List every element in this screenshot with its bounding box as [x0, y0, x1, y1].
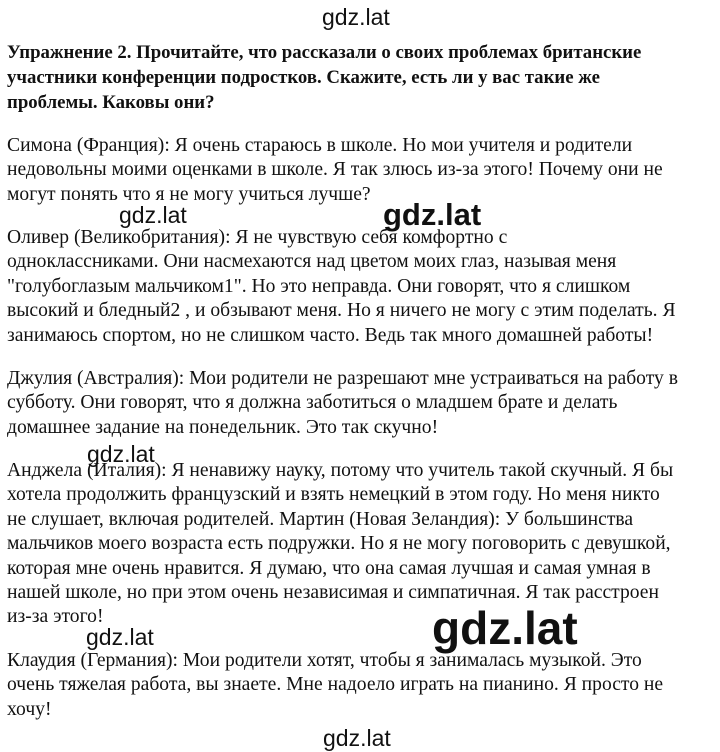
text-line: недовольны моими оценками в школе. Я так злюсь из-за этого! Почему они не — [7, 159, 663, 181]
text-line: Джулия (Австралия): Мои родители не разрешают мне устраиваться на работу в — [7, 368, 678, 389]
text-line: которая мне очень нравится. Я думаю, что она самая лучшая и самая умная в — [7, 557, 651, 579]
text-line: могут понять что я не могу учиться лучше? — [7, 183, 371, 205]
text-line: очень тяжелая работа, вы знаете. Мне надоело играть на пианино. Я просто не — [7, 674, 664, 696]
text-line: "голубоглазым мальчиком1". Но это неправда. Они говорят, что я слишком — [7, 275, 631, 297]
text-line: нашей школе, но при этом очень независимая и симпатичная. Я так расстроен — [7, 582, 659, 604]
exercise-heading — [7, 40, 707, 115]
paragraph-julia — [7, 367, 713, 440]
watermark: gdz.lat — [383, 197, 482, 232]
text-line: Клаудия (Германия): Мои родители хотят, чтобы я занималась музыкой. Это — [7, 650, 642, 671]
text-line: одноклассниками. Они насмехаются над цветом моих глаз, называя меня — [7, 251, 617, 273]
paragraph-angela — [7, 459, 713, 630]
watermark: gdz.lat — [322, 4, 390, 30]
heading-line: участники конференции подростков. Скажите, есть ли у вас такие же — [7, 67, 600, 88]
paragraph-claudia — [7, 649, 713, 722]
watermark: gdz.lat — [432, 602, 578, 654]
heading-line: проблемы. Каковы они? — [7, 92, 215, 113]
text-line: занимаюсь спортом, но не слишком часто. Ведь так много домашней работы! — [7, 324, 654, 346]
text-line: Симона (Франция): Я очень стараюсь в школе. Но мои учителя и родители — [7, 135, 633, 156]
watermark: gdz.lat — [87, 441, 155, 467]
text-line: хотела продолжить французский и взять немецкий в этом году. Но меня никто — [7, 484, 660, 506]
text-line: не слушает, включая родителей. Мартин (Новая Зеландия): У большинства — [7, 508, 634, 530]
watermark: gdz.lat — [119, 202, 187, 228]
text-line: мальчиков моего возраста есть подружки. Но я не могу поговорить с девушкой, — [7, 533, 671, 555]
text-line: домашнее задание на понедельник. Это так скучно! — [7, 416, 439, 438]
text-line: субботу. Они говорят, что я должна заботиться о младшем брате и делать — [7, 392, 618, 414]
text-line: высокий и бледный2 , и обзывают меня. Но я ничего не могу с этим поделать. Я — [7, 300, 676, 322]
paragraph-oliver — [7, 226, 713, 348]
text-line: из-за этого! — [7, 606, 104, 628]
text-line: Оливер (Великобритания): Я не чувствую себя комфортно с — [7, 227, 508, 248]
watermark: gdz.lat — [323, 725, 391, 751]
paragraph-simona — [7, 134, 713, 207]
text-line: хочу! — [7, 698, 52, 720]
text-line: Анджела (Италия): Я ненавижу науку, потому что учитель такой скучный. Я бы — [7, 460, 674, 481]
heading-line: Упражнение 2. Прочитайте, что рассказали о своих проблемах британские — [7, 42, 642, 63]
watermark: gdz.lat — [86, 624, 154, 650]
